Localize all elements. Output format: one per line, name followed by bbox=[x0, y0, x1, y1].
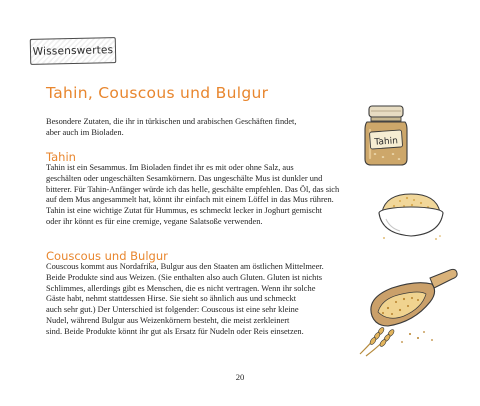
couscous-line: Beide Produkte sind aus Weizen. (Sie enthalten also auch Gluten. Gluten ist nichts bbox=[46, 272, 322, 282]
couscous-bulgur-heading: Couscous und Bulgur bbox=[46, 249, 168, 263]
couscous-bowl-illustration bbox=[376, 186, 446, 242]
intro-line: Besondere Zutaten, die ihr in türkischen und arabischen Geschäften findet, bbox=[46, 117, 297, 126]
couscous-line: sind. Beide Produkte könnt ihr gut als Ersatz für Nudeln oder Reis einsetzen. bbox=[46, 326, 304, 336]
couscous-line: Couscous kommt aus Nordafrika, Bulgur aus den Staaten am östlichen Mittelmeer. bbox=[46, 262, 324, 271]
tahin-paragraph bbox=[46, 163, 372, 228]
couscous-line: Nudel, während Bulgur aus Weizenkörnern besteht, die meist zerkleinert bbox=[46, 315, 290, 325]
page-title: Tahin, Couscous und Bulgur bbox=[46, 84, 269, 102]
tahin-line: geschälten oder ungeschälten Sesamkörnern. Das ungeschälte Mus ist dunkler und bbox=[46, 173, 323, 183]
tahin-jar-illustration bbox=[361, 104, 411, 168]
tahin-line: Tahin ist ein Sesammus. Im Bioladen findet ihr es mit oder ohne Salz, aus bbox=[46, 163, 294, 172]
couscous-line: Gäste habt, nehmt stattdessen Hirse. Sie sieht so ähnlich aus und schmeckt bbox=[46, 294, 297, 304]
couscous-line: auch sehr gut.) Der Unterschied ist folgender: Couscous ist eine sehr kleine bbox=[46, 305, 299, 314]
page-number: 20 bbox=[235, 372, 245, 382]
tahin-heading: Tahin bbox=[46, 150, 76, 164]
section-tag bbox=[30, 37, 117, 65]
jar-label: Tahin bbox=[374, 136, 399, 148]
tahin-line: Tahin ist eine wichtige Zutat für Hummus, es schmeckt lecker in Joghurt gemischt bbox=[46, 206, 322, 215]
bulgur-scoop-illustration bbox=[352, 268, 462, 358]
tahin-line: oder ihr könnt es für eine cremige, vegane Salatsoße verwenden. bbox=[46, 216, 263, 226]
intro-paragraph bbox=[46, 117, 366, 138]
couscous-line: Schlimmes, allerdings gibt es Menschen, die es nicht vertragen. Wenn ihr solche bbox=[46, 283, 316, 293]
couscous-bulgur-paragraph bbox=[46, 262, 372, 337]
section-tag-label: Wissenswertes bbox=[32, 44, 114, 58]
intro-line: aber auch im Bioladen. bbox=[46, 127, 124, 137]
tahin-line: auf dem Mus angesammelt hat, könnt ihr einfach mit einem Löffel in das Mus rühren. bbox=[46, 195, 334, 205]
tahin-line: bitterer. Für Tahin-Anfänger würde ich das helle, geschälte empfehlen. Das Öl, das sich bbox=[46, 184, 340, 194]
